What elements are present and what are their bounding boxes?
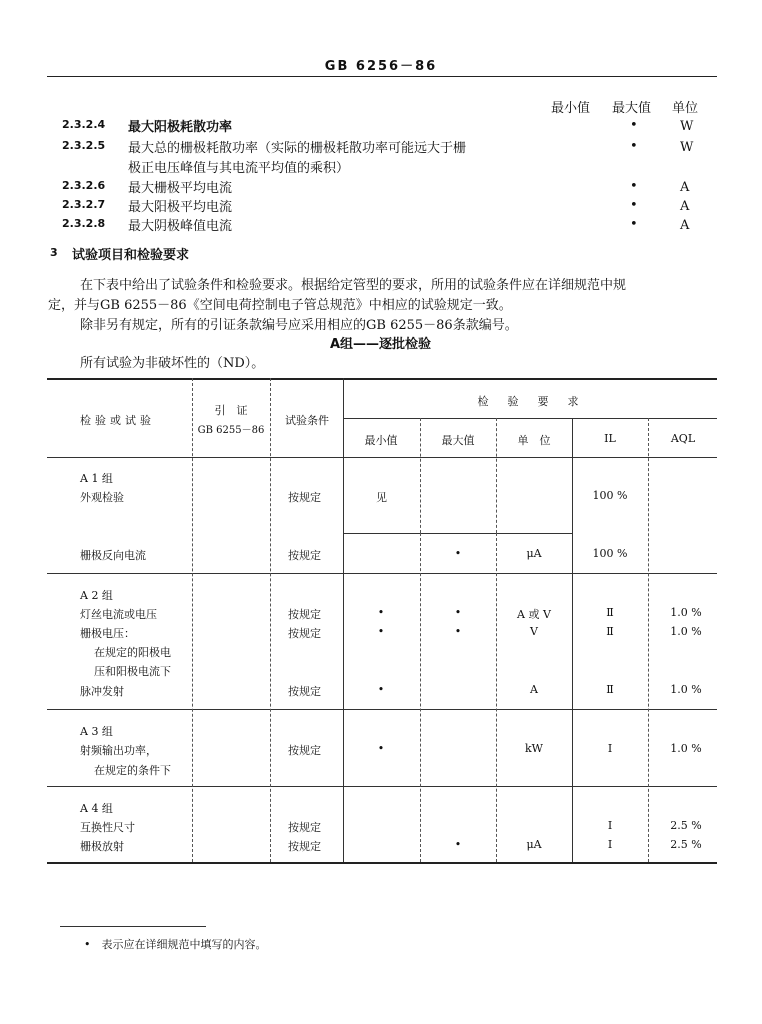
col-max-label: 最大值 bbox=[612, 101, 652, 116]
item-mark: • bbox=[630, 217, 638, 232]
header-rule bbox=[47, 76, 717, 77]
table-cell-rule bbox=[343, 533, 572, 534]
table-header-rule bbox=[47, 457, 717, 458]
item-text: 最大阳极平均电流 bbox=[128, 200, 233, 215]
row-condition: 按规定 bbox=[288, 840, 321, 853]
table-group-rule bbox=[47, 786, 717, 787]
row-aql: 1.0 % bbox=[670, 606, 702, 619]
item-unit: A bbox=[680, 180, 690, 195]
table-col-divider bbox=[572, 418, 573, 862]
item-mark: • bbox=[630, 118, 638, 133]
row-test: 栅极反向电流 bbox=[80, 549, 146, 562]
row-min: • bbox=[377, 742, 385, 755]
footnote-rule bbox=[60, 926, 206, 927]
row-condition: 按规定 bbox=[288, 608, 321, 621]
paragraph: 除非另有规定，所有的引证条款编号应采用相应的GB 6255－86条款编号。 bbox=[80, 318, 518, 333]
section-title: 试验项目和检验要求 bbox=[72, 248, 190, 263]
group-title: A组——逐批检验 bbox=[330, 337, 432, 352]
row-test: 栅极电压： bbox=[80, 627, 135, 640]
item-mark: • bbox=[630, 179, 638, 194]
row-test-cont: 在规定的条件下 bbox=[94, 764, 171, 777]
table-col-divider bbox=[496, 533, 497, 862]
item-unit: W bbox=[680, 140, 694, 155]
header-ref: 引 证 bbox=[214, 404, 248, 417]
nd-note: 所有试验为非破坏性的（ND）。 bbox=[80, 356, 265, 371]
row-unit: A 或 V bbox=[517, 608, 551, 621]
group-heading: A 1 组 bbox=[80, 472, 113, 485]
page-header: GB 6256－86 bbox=[324, 59, 438, 74]
row-unit: μA bbox=[526, 838, 542, 851]
row-test: 外观检验 bbox=[80, 491, 124, 504]
item-text: 最大阳极耗散功率 bbox=[128, 120, 233, 135]
group-heading: A 2 组 bbox=[80, 589, 113, 602]
row-condition: 按规定 bbox=[288, 627, 321, 640]
row-il: Ⅰ bbox=[607, 838, 613, 851]
item-text: 最大总的栅极耗散功率（实际的栅极耗散功率可能远大于栅 bbox=[128, 141, 467, 156]
table-col-divider bbox=[496, 418, 497, 533]
item-number: 2.3.2.6 bbox=[62, 179, 106, 192]
row-unit: A bbox=[530, 683, 538, 696]
row-unit: μA bbox=[526, 547, 542, 560]
row-test: 互换性尺寸 bbox=[80, 821, 135, 834]
section-number: 3 bbox=[50, 246, 58, 259]
row-aql: 2.5 % bbox=[670, 838, 702, 851]
header-min: 最小值 bbox=[364, 434, 398, 447]
row-aql: 1.0 % bbox=[670, 742, 702, 755]
row-test: 灯丝电流或电压 bbox=[80, 608, 157, 621]
row-min: • bbox=[377, 683, 385, 696]
col-unit-label: 单位 bbox=[672, 101, 699, 116]
header-unit: 单 位 bbox=[517, 434, 551, 447]
row-aql: 2.5 % bbox=[670, 819, 702, 832]
table-group-rule bbox=[47, 573, 717, 574]
row-max: • bbox=[454, 606, 462, 619]
paragraph-line: 定，并与GB 6255－86《空间电荷控制电子管总规范》中相应的试验规定一致。 bbox=[48, 298, 512, 313]
header-test: 检验或试验 bbox=[80, 414, 155, 427]
row-aql: 1.0 % bbox=[670, 625, 702, 638]
table-col-divider bbox=[420, 418, 421, 533]
group-heading: A 3 组 bbox=[80, 725, 113, 738]
table-col-divider bbox=[192, 378, 193, 862]
row-condition: 按规定 bbox=[288, 685, 321, 698]
table-col-divider bbox=[343, 378, 344, 862]
row-il: Ⅱ bbox=[606, 606, 614, 619]
item-unit: W bbox=[680, 119, 694, 134]
row-condition: 按规定 bbox=[288, 491, 321, 504]
col-min-label: 最小值 bbox=[551, 101, 591, 116]
row-unit: V bbox=[530, 625, 538, 638]
item-text: 最大栅极平均电流 bbox=[128, 181, 233, 196]
item-number: 2.3.2.5 bbox=[62, 139, 106, 152]
row-test: 脉冲发射 bbox=[80, 685, 124, 698]
table-col-divider bbox=[648, 418, 649, 862]
item-text-cont: 极正电压峰值与其电流平均值的乘积） bbox=[128, 161, 350, 176]
header-ref-std: GB 6255－86 bbox=[197, 425, 265, 436]
table-group-rule bbox=[47, 709, 717, 710]
row-il: Ⅰ bbox=[607, 819, 613, 832]
row-condition: 按规定 bbox=[288, 744, 321, 757]
header-requirements: 检 验 要 求 bbox=[477, 395, 583, 408]
row-aql: 1.0 % bbox=[670, 683, 702, 696]
row-min: • bbox=[377, 625, 385, 638]
footnote: • 表示应在详细规范中填写的内容。 bbox=[84, 938, 267, 951]
table-header-subrule bbox=[343, 418, 717, 419]
row-test: 射频输出功率， bbox=[80, 744, 157, 757]
header-il: IL bbox=[604, 432, 616, 445]
row-test: 栅极放射 bbox=[80, 840, 124, 853]
row-il: Ⅱ bbox=[606, 625, 614, 638]
row-condition: 按规定 bbox=[288, 821, 321, 834]
row-il: Ⅱ bbox=[606, 683, 614, 696]
row-il: 100 % bbox=[592, 547, 628, 560]
row-max: • bbox=[454, 547, 462, 560]
row-condition: 按规定 bbox=[288, 549, 321, 562]
row-il: Ⅰ bbox=[607, 742, 613, 755]
row-max: • bbox=[454, 625, 462, 638]
row-max: • bbox=[454, 838, 462, 851]
item-mark: • bbox=[630, 198, 638, 213]
row-test-cont: 压和阳极电流下 bbox=[94, 665, 171, 678]
table-col-divider bbox=[420, 533, 421, 862]
table-col-divider bbox=[270, 378, 271, 862]
row-min: 见 bbox=[376, 491, 387, 504]
row-test-cont: 在规定的阳极电 bbox=[94, 646, 171, 659]
row-unit: kW bbox=[525, 742, 543, 755]
header-condition: 试验条件 bbox=[285, 414, 329, 427]
table-top-rule bbox=[47, 378, 717, 380]
group-heading: A 4 组 bbox=[80, 802, 113, 815]
item-number: 2.3.2.7 bbox=[62, 198, 106, 211]
item-number: 2.3.2.4 bbox=[62, 118, 106, 131]
table-bottom-rule bbox=[47, 862, 717, 864]
row-il: 100 % bbox=[592, 489, 628, 502]
header-max: 最大值 bbox=[441, 434, 475, 447]
item-unit: A bbox=[680, 218, 690, 233]
paragraph-line: 在下表中给出了试验条件和检验要求。根据给定管型的要求，所用的试验条件应在详细规范中规 bbox=[80, 278, 627, 293]
row-min: • bbox=[377, 606, 385, 619]
header-aql: AQL bbox=[670, 432, 696, 445]
item-mark: • bbox=[630, 139, 638, 154]
item-number: 2.3.2.8 bbox=[62, 217, 106, 230]
item-unit: A bbox=[680, 199, 690, 214]
item-text: 最大阴极峰值电流 bbox=[128, 219, 233, 234]
